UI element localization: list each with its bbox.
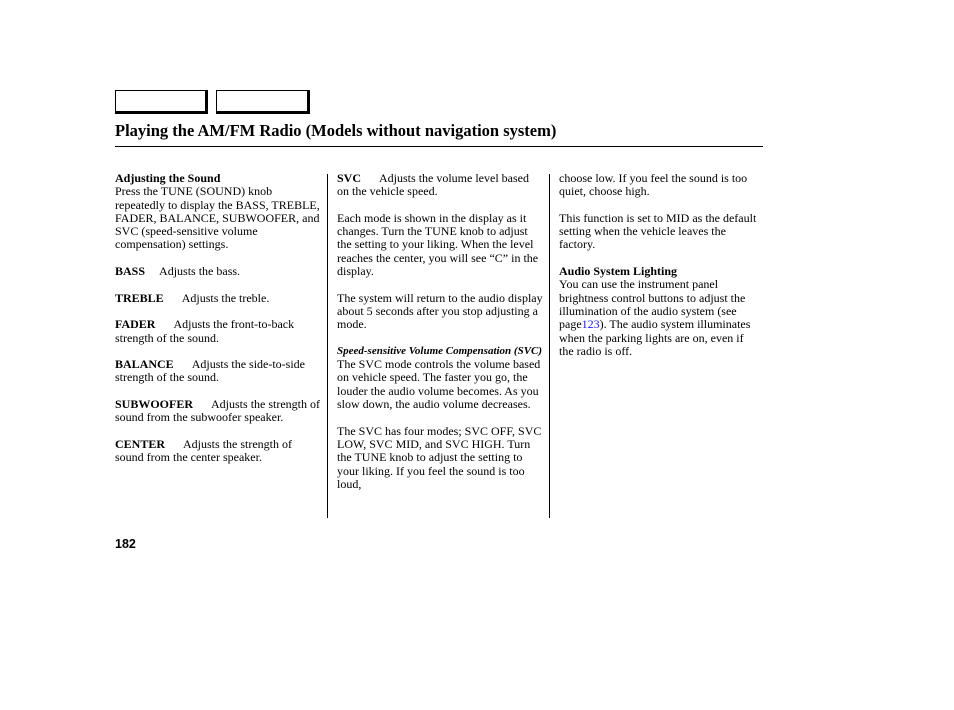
setting-balance [115,358,320,385]
adjusting-sound-intro: Press the TUNE (SOUND) knob repeatedly to display the BASS, TREBLE, FADER, BALANCE, SUBWOOFER, and SVC (speed-sensitive volume compensation) settings. [115,184,320,252]
setting-treble [115,292,320,305]
setting-text: Adjusts the strength of sound from the subwoofer speaker. [115,397,321,425]
setting-term: TREBLE [115,290,164,305]
setting-text: Adjusts the volume level based on the vehicle speed. [337,171,529,199]
auto-return-paragraph: The system will return to the audio display about 5 seconds after you stop adjusting a mode. [337,290,543,332]
svc-subheading: Speed-sensitive Volume Compensation (SVC) [337,344,543,357]
setting-svc [337,172,543,199]
setting-term: SVC [337,171,362,185]
setting-bass [115,265,320,278]
column-3 [559,172,759,371]
setting-term: CENTER [115,436,166,451]
column-divider [549,174,550,518]
svc-default-paragraph: This function is set to MID as the default setting when the vehicle leaves the factory. [559,210,757,252]
title-rule [115,146,763,147]
setting-center [115,438,320,465]
setting-text: Adjusts the strength of sound from the center speaker. [115,436,293,465]
audio-lighting-paragraph [559,278,759,358]
lighting-text-start: You can use the instrument panel brightness control buttons to adjust the illumination of the audio system (see page [559,277,746,332]
page-title: Playing the AM/FM Radio (Models without navigation system) [115,121,557,140]
setting-term: FADER [115,317,156,332]
page-reference-link[interactable]: 123 [581,317,600,332]
nav-tab-box-1[interactable] [115,90,208,114]
lighting-text-end: ). The audio system illuminates when the parking lights are on, even if the radio is off. [559,317,751,358]
svc-continued-paragraph: choose low. If you feel the sound is too quiet, choose high. [559,171,748,199]
setting-text: Adjusts the treble. [181,290,270,305]
mode-display-paragraph: Each mode is shown in the display as it changes. Turn the TUNE knob to adjust the setting to your liking. When the level reaches the center, you will see “C” in the display. [337,210,539,279]
adjusting-sound-heading: Adjusting the Sound [115,171,221,185]
setting-text: Adjusts the side-to-side strength of the sound. [115,357,306,385]
svc-modes-paragraph: The SVC has four modes; SVC OFF, SVC LOW, SVC MID, and SVC HIGH. Turn the TUNE knob to adjust the setting to your liking. If you feel the sound is too loud, [337,423,542,491]
setting-term: SUBWOOFER [115,397,194,412]
page-number: 182 [115,537,136,551]
column-2 [337,172,543,504]
setting-term: BALANCE [115,357,174,372]
column-divider [327,174,328,518]
audio-lighting-heading: Audio System Lighting [559,264,678,279]
setting-term: BASS [115,264,146,279]
setting-fader [115,318,320,345]
setting-subwoofer [115,398,320,425]
setting-text: Adjusts the bass. [159,264,241,279]
svc-description: The SVC mode controls the volume based on vehicle speed. The faster you go, the louder the audio volume becomes. As you slow down, the audio volume decreases. [337,357,541,412]
nav-tab-box-2[interactable] [216,90,310,114]
column-1 [115,172,320,478]
setting-text: Adjusts the front-to-back strength of the sound. [115,317,295,345]
